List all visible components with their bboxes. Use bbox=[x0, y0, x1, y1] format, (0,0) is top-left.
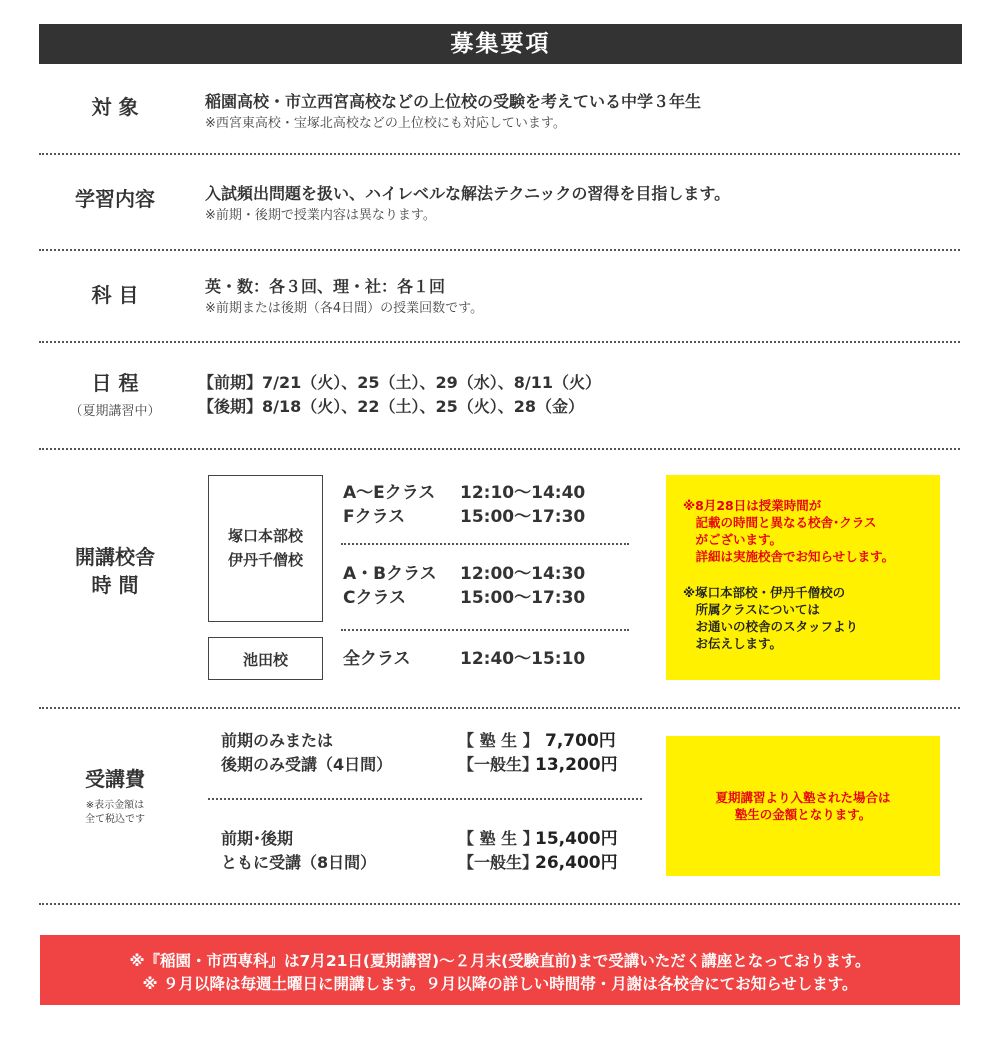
class-divider bbox=[341, 629, 629, 631]
target-main-text: 稲園高校・市立西宮高校などの上位校の受験を考えている中学３年生 bbox=[205, 92, 702, 111]
footer-notice-line2: ※ ９月以降は毎週土曜日に開講します。９月以降の詳しい時間帯・月謝は各校舎にてお知らせします。 bbox=[142, 975, 858, 993]
target-note: ※西宮東高校・宝塚北高校などの上位校にも対応しています。 bbox=[205, 116, 566, 131]
class-name: Cクラス bbox=[343, 588, 406, 608]
fee-member-price: 7,700円 bbox=[545, 731, 616, 751]
fee-member-label: 【 塾 生 】 bbox=[458, 731, 539, 750]
fee-option2-line2: ともに受講（8日間） bbox=[221, 853, 377, 872]
time-notice-red-line: 記載の時間と異なる校舎･クラス bbox=[683, 515, 877, 530]
fee-option2-line1: 前期･後期 bbox=[221, 829, 294, 848]
fee-general-label: 【一般生】 bbox=[458, 853, 539, 872]
time-notice-red-line: ※8月28日は授業時間が bbox=[683, 498, 822, 513]
fee-option1-line2: 後期のみ受講（4日間） bbox=[221, 755, 393, 774]
class-time: 12:00〜14:30 bbox=[460, 564, 586, 584]
fee-general-price: 13,200円 bbox=[535, 755, 618, 775]
class-time: 15:00〜17:30 bbox=[460, 588, 586, 608]
section-divider bbox=[39, 448, 960, 450]
fee-notice-line: 夏期講習より入塾された場合は bbox=[715, 790, 891, 805]
content-label: 学習内容 bbox=[75, 187, 155, 211]
fee-notice-line: 塾生の金額となります。 bbox=[734, 807, 872, 822]
footer-notice-line1: ※『稲園・市西専科』は7月21日(夏期講習)〜２月末(受験直前)まで受講いただく講座となっております。 bbox=[129, 952, 871, 970]
campus-name-tsukaguchi: 塚口本部校 bbox=[227, 527, 303, 545]
time-notice-red-line: がございます。 bbox=[683, 532, 783, 547]
time-notice-dark-line: お通いの校舎のスタッフより bbox=[683, 619, 859, 634]
subjects-note: ※前期または後期（各4日間）の授業回数です。 bbox=[205, 301, 484, 316]
page-title: 募集要項 bbox=[450, 31, 551, 57]
class-name: Fクラス bbox=[343, 507, 406, 527]
campus-name-itami: 伊丹千僧校 bbox=[227, 551, 303, 569]
fee-tax-note-line2: 全て税込です bbox=[85, 814, 145, 825]
content-note: ※前期・後期で授業内容は異なります。 bbox=[205, 208, 436, 223]
section-divider bbox=[39, 341, 960, 343]
fee-divider bbox=[208, 798, 642, 800]
section-divider bbox=[39, 707, 960, 709]
schedule-label: 日 程 bbox=[91, 371, 139, 395]
target-label: 対 象 bbox=[91, 95, 139, 119]
fee-label: 受講費 bbox=[85, 767, 145, 791]
time-notice-dark-line: ※塚口本部校・伊丹千僧校の bbox=[683, 585, 846, 600]
class-name: 全クラス bbox=[343, 649, 411, 669]
section-divider bbox=[39, 249, 960, 251]
section-divider bbox=[39, 153, 960, 155]
section-divider bbox=[39, 903, 960, 905]
class-time: 12:10〜14:40 bbox=[460, 483, 586, 503]
fee-member-label: 【 塾 生 】 bbox=[458, 829, 539, 848]
content-main-text: 入試頻出問題を扱い、ハイレベルな解法テクニックの習得を目指します。 bbox=[205, 184, 731, 203]
fee-tax-note-line1: ※表示金額は bbox=[85, 800, 145, 811]
campus-time-label-line2: 時 間 bbox=[91, 573, 139, 597]
fee-member-price: 15,400円 bbox=[535, 829, 618, 849]
fee-general-label: 【一般生】 bbox=[458, 755, 539, 774]
fee-option1-line1: 前期のみまたは bbox=[221, 731, 334, 750]
class-divider bbox=[341, 543, 629, 545]
class-name: A・Bクラス bbox=[343, 564, 437, 584]
subjects-main-text: 英・数：各３回、理・社：各１回 bbox=[205, 277, 446, 296]
subjects-label: 科 目 bbox=[91, 283, 139, 307]
class-time: 15:00〜17:30 bbox=[460, 507, 586, 527]
schedule-sub-label: （夏期講習中） bbox=[69, 404, 161, 419]
time-notice-dark-line: お伝えします。 bbox=[683, 636, 783, 651]
schedule-second-term: 【後期】8/18（火）、22（土）、25（火）、28（金） bbox=[198, 397, 585, 416]
campus-time-label-line1: 開講校舎 bbox=[75, 545, 155, 569]
schedule-first-term: 【前期】7/21（火）、25（土）、29（水）、8/11（火） bbox=[198, 373, 602, 392]
class-time: 12:40〜15:10 bbox=[460, 649, 586, 669]
campus-name-ikeda: 池田校 bbox=[242, 651, 288, 669]
fee-general-price: 26,400円 bbox=[535, 853, 618, 873]
class-name: A〜Eクラス bbox=[343, 483, 436, 503]
time-notice-dark-line: 所属クラスについては bbox=[683, 602, 820, 617]
time-notice-red-line: 詳細は実施校舎でお知らせします。 bbox=[683, 549, 895, 564]
